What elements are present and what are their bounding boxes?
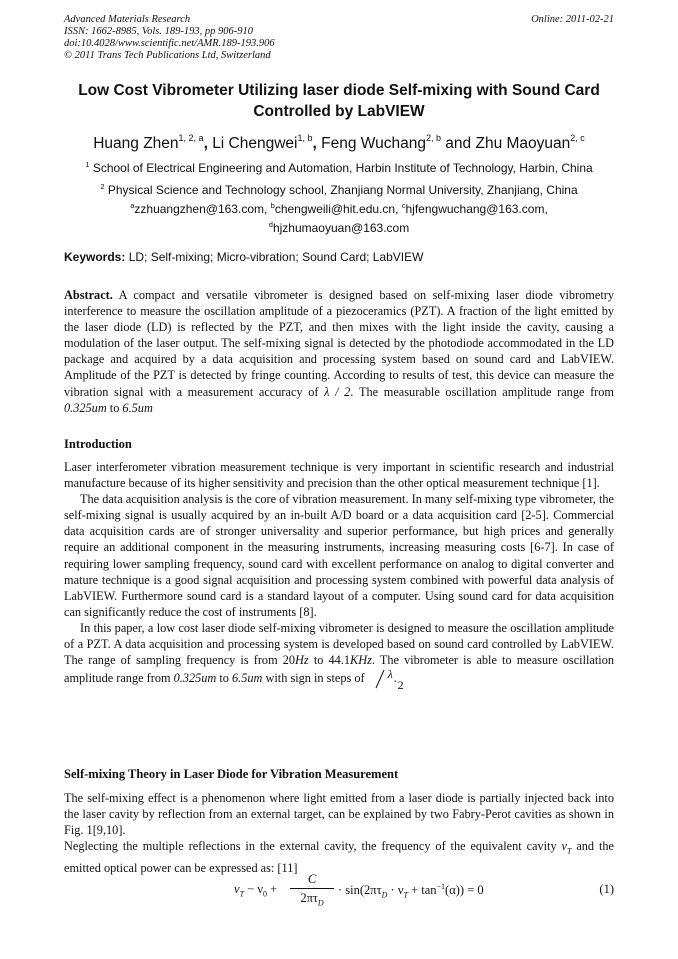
email-address[interactable]: hjfengwuchang@163.com, bbox=[405, 202, 548, 216]
email-marker: c bbox=[401, 201, 406, 210]
online-date: Online: 2011-02-21 bbox=[531, 14, 614, 25]
email-address[interactable]: zzhuangzhen@163.com, bbox=[134, 202, 271, 216]
affiliation-text: School of Electrical Engineering and Automation, Harbin Institute of Technology, Harbin, China bbox=[92, 161, 593, 175]
keywords-text: LD; Self-mixing; Micro-vibration; Sound Card; LabVIEW bbox=[125, 250, 424, 264]
equation-rhs bbox=[338, 882, 484, 900]
eq-sub: T bbox=[403, 890, 408, 900]
amplitude-max: 6.5um bbox=[232, 671, 263, 686]
introduction-body bbox=[64, 459, 614, 693]
paragraph: The data acquisition analysis is the core of vibration measurement. In many self-mixing type vibrometer, the self-mixing signal is usually acquired by an in-built A/D board or a data acquisition card [2-5]. Commercial data acquisition cards are of stronger universality and superior performance, but high prices and generally require an additional component in the measuring instruments, increasing measuring costs [6-7]. In case of requiring lower sampling frequency, sound card with excellent performance on analog to digital converter and mature technique is a good signal acquisition and processing system combined with powerful data analysis of LabVIEW. Furthermore sound card is a standard layout of a computer. Using sound card for data acquisition can significantly reduce the cost of instruments [8]. bbox=[64, 492, 614, 619]
author-affil: 1, 2, a bbox=[178, 133, 204, 143]
author-affil: 2, b bbox=[425, 133, 441, 143]
paragraph-text: and the emitted optical power can be expressed as: [11] bbox=[64, 839, 614, 875]
eq-den-text: 2πτ bbox=[300, 891, 318, 905]
paper-title: Low Cost Vibrometer Utilizing laser diode Self-mixing with Sound Card Controlled by LabVIEW bbox=[78, 82, 600, 120]
abstract-text: to bbox=[106, 400, 123, 415]
paragraph-text: . bbox=[393, 671, 397, 686]
author-separator: , bbox=[203, 135, 213, 152]
author-list bbox=[64, 128, 614, 154]
self-mixing-heading: Self-mixing Theory in Laser Diode for Vibration Measurement bbox=[64, 767, 399, 781]
author-name: Li Chengwei bbox=[212, 135, 298, 152]
author-name: Zhu Maoyuan bbox=[475, 135, 571, 152]
eq-minus-nu0: − ν bbox=[244, 882, 263, 896]
affiliation-1 bbox=[64, 157, 614, 176]
amplitude-min: 0.325um bbox=[64, 400, 107, 415]
introduction-heading: Introduction bbox=[64, 437, 132, 451]
paragraph-text: with sign in steps of bbox=[262, 671, 368, 686]
author-emails bbox=[64, 198, 614, 236]
email-address[interactable]: hjzhumaoyuan@163.com bbox=[272, 221, 410, 235]
equation-fraction bbox=[290, 872, 334, 911]
accuracy-value: λ / 2 bbox=[324, 384, 351, 399]
email-marker: a bbox=[130, 201, 135, 210]
copyright-line: © 2011 Trans Tech Publications Ltd, Switzerland bbox=[64, 50, 271, 61]
author-affil: 1, b bbox=[297, 133, 313, 143]
equation-1 bbox=[64, 872, 614, 912]
abstract-text: . The measurable oscillation amplitude range from bbox=[350, 384, 614, 399]
paragraph: The self-mixing effect is a phenomenon where light emitted from a laser diode is partially injected back into the laser cavity by reflection from an external target, can be explained by two Fabry-Perot cavities as shown in Fig. 1[9,10]. bbox=[64, 791, 614, 838]
eq-tan: + tan bbox=[407, 883, 437, 898]
email-marker: b bbox=[270, 201, 275, 210]
abstract-label: Abstract. bbox=[64, 288, 113, 302]
paragraph-text: to bbox=[216, 671, 233, 686]
freq-max: 44.1 bbox=[328, 653, 351, 668]
author-affil: 2, c bbox=[570, 133, 585, 143]
issn-line: ISSN: 1662-8985, Vols. 189-193, pp 906-910 bbox=[64, 26, 253, 37]
email-address[interactable]: chengweili@hit.edu.cn, bbox=[274, 202, 402, 216]
paragraph bbox=[64, 620, 614, 693]
email-marker: d bbox=[268, 220, 273, 229]
amplitude-min: 0.325um bbox=[173, 671, 217, 686]
author-name: Huang Zhen bbox=[93, 135, 179, 152]
eq-numerator: C bbox=[307, 872, 317, 886]
eq-sin: · sin(2πτ bbox=[338, 883, 382, 898]
journal-name: Advanced Materials Research bbox=[64, 14, 191, 25]
author-separator: , bbox=[312, 135, 322, 152]
paragraph-text: to bbox=[308, 653, 329, 668]
eq-sub: 0 bbox=[262, 889, 267, 899]
equation-lhs bbox=[234, 882, 277, 899]
eq-denominator bbox=[290, 891, 334, 911]
eq-sub: D bbox=[317, 898, 324, 908]
symbol-subscript: T bbox=[566, 846, 572, 856]
fraction-denominator: 2 bbox=[397, 678, 404, 693]
lambda-half-fraction bbox=[368, 667, 404, 693]
paragraph-text: . The vibrometer is able to measure oscillation amplitude range from bbox=[64, 653, 614, 686]
author-name: Feng Wuchang bbox=[321, 135, 426, 152]
eq-alpha: (α)) = 0 bbox=[445, 883, 484, 898]
paragraph: Laser interferometer vibration measurement technique is very important in scientific research and industrial manufacture because of its higher sensitivity and precision than the other optical measurement technique [1]. bbox=[64, 460, 614, 491]
keywords bbox=[64, 250, 614, 264]
affiliation-number: 1 bbox=[85, 160, 90, 169]
author-and: and bbox=[441, 135, 476, 152]
eq-plus: + bbox=[266, 882, 278, 896]
affiliation-text: Physical Science and Technology school, Zhanjiang Normal University, Zhanjiang, China bbox=[107, 183, 578, 197]
symbol-nu: ν bbox=[561, 839, 567, 854]
self-mixing-body bbox=[64, 790, 614, 876]
doi-line: doi:10.4028/www.scientific.net/AMR.189-193.906 bbox=[64, 38, 275, 49]
affiliation-number: 2 bbox=[100, 182, 105, 191]
freq-unit: KHz bbox=[350, 653, 372, 668]
eq-nu-t: ν bbox=[234, 882, 240, 896]
paragraph-text: In this paper, a low cost laser diode self-mixing vibrometer is designed to measure the oscillation amplitude of a PZT. A data acquisition and processing system is developed based on sound card controlled by LabVIEW. The range of sampling frequency is from bbox=[64, 620, 614, 668]
abstract-text: A compact and versatile vibrometer is designed based on self-mixing laser diode vibrometry interference to measure the oscillation amplitude of a piezoceramics (PZT). A fraction of the light emitted by the laser diode (LD) is reflected by the PZT, and then mixes with the light inside the cavity, causing a modulation of the laser output. The self-mixing signal is detected by the photodiode accommodated in the LD package and acquired by a data acquisition and processing system based on sound card and LabVIEW. Amplitude of the PZT is detected by fringe counting. According to results of test, this device can measure the vibration signal with a measurement accuracy of bbox=[64, 288, 614, 399]
eq-sub: D bbox=[381, 890, 388, 900]
eq-sup: −1 bbox=[436, 882, 446, 891]
eq-nu: · ν bbox=[387, 883, 404, 898]
journal-header bbox=[64, 14, 384, 62]
keywords-label: Keywords: bbox=[64, 250, 126, 264]
fraction-numerator: λ bbox=[387, 667, 393, 682]
eq-fraction-bar bbox=[290, 888, 334, 889]
eq-sub: T bbox=[239, 889, 245, 899]
amplitude-max: 6.5um bbox=[122, 400, 153, 415]
paragraph-text: Neglecting the multiple reflections in the external cavity, the frequency of the equivalent cavity bbox=[64, 839, 562, 854]
freq-min: 20 bbox=[282, 653, 296, 668]
equation-number: (1) bbox=[599, 882, 614, 896]
abstract bbox=[64, 287, 614, 416]
affiliation-2 bbox=[64, 179, 614, 198]
freq-unit: Hz bbox=[295, 653, 309, 668]
paragraph bbox=[64, 838, 614, 876]
